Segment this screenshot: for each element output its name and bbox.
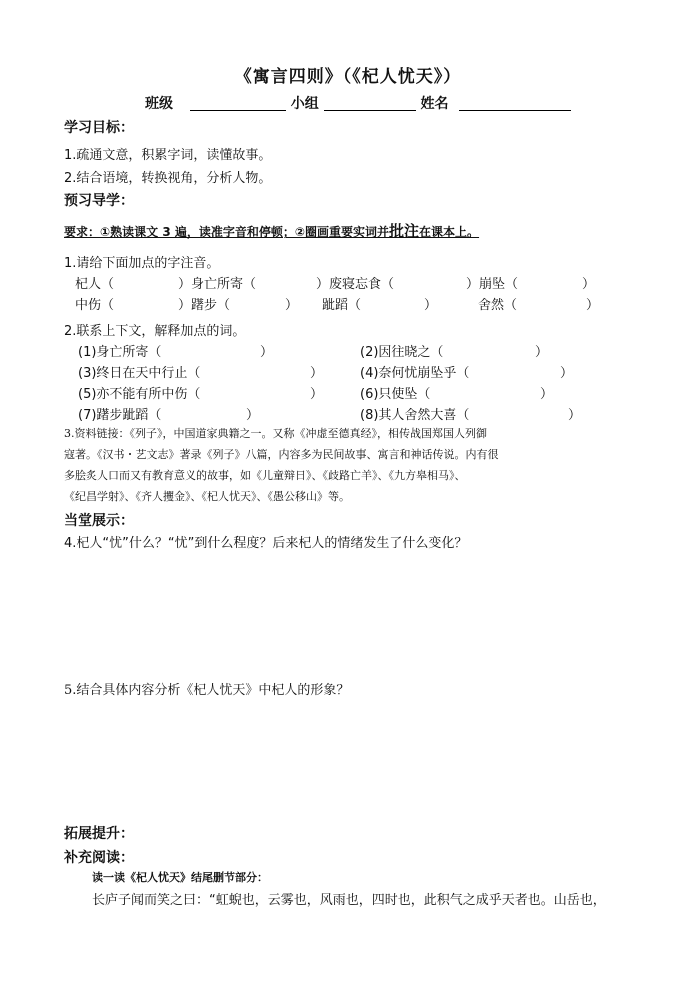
q1-item: 跐蹈（ [322, 298, 362, 313]
q2-item: ） [560, 366, 574, 381]
supplement-intro: 读一读《杞人忧天》结尾删节部分： [92, 871, 268, 884]
requirements-start: 要求：①熟读课文 3 遍，读准字音和停顿；②圈画重要实词并 [64, 225, 390, 239]
q1-item: ）身亡所寄（ [178, 277, 257, 292]
q1-item: 舍然（ [478, 298, 518, 313]
q3-line: 多脍炙人口而又有教育意义的故事，如《儿童辩日》、《歧路亡羊》、《九方皋相马》、 [64, 469, 466, 482]
q1-item: ） [424, 298, 438, 313]
supplement-text: 长庐子闻而笑之曰：“虹蜺也，云雾也，风雨也，四时也，此积气之成乎天者也。山岳也， [92, 893, 606, 908]
student-info-line [145, 93, 571, 113]
q1-item: ） [285, 298, 299, 313]
q1-prompt: 1.请给下面加点的字注音。 [64, 256, 220, 271]
requirements-line [64, 220, 479, 241]
q3-line: 《纪昌学射》、《齐人攫金》、《杞人忧天》、《愚公移山》等。 [64, 490, 350, 503]
class-label: 班级 [145, 96, 173, 112]
q3-line: 寇著。《汉书・艺文志》著录《列子》八篇，内容多为民间故事、寓言和神话传说。内有很 [64, 448, 499, 461]
preview-heading: 预习导学： [64, 193, 134, 209]
q2-item: ） [535, 345, 549, 360]
goal-item: 1.疏通文意，积累字词，读懂故事。 [64, 148, 272, 163]
display-heading: 当堂展示： [64, 513, 134, 529]
supplement-heading: 补充阅读： [64, 850, 134, 866]
q1-item: 杞人（ [75, 277, 115, 292]
q1-item: ） [586, 298, 600, 313]
goal-item: 2.结合语境，转换视角，分析人物。 [64, 171, 272, 186]
name-blank[interactable] [459, 96, 571, 111]
group-blank[interactable] [324, 96, 416, 111]
q2-item: (7)躇步跐蹈（ [78, 408, 162, 423]
class-blank[interactable] [190, 96, 286, 111]
requirements-emphasis: 批注 [389, 222, 420, 240]
q1-item: 中伤（ [75, 298, 115, 313]
goals-heading: 学习目标： [64, 120, 134, 136]
requirements-end: 在课本上。 [419, 225, 480, 239]
name-label: 姓名 [420, 96, 449, 112]
q2-item: ） [568, 408, 582, 423]
q2-item: (2)因往晓之（ [360, 345, 444, 360]
q2-item: (3)终日在天中行止（ [78, 366, 201, 381]
q4-text: 4.杞人“忧”什么？“忧”到什么程度？后来杞人的情绪发生了什么变化？ [64, 536, 468, 551]
q2-item: ） [260, 345, 274, 360]
q2-item: (4)奈何忧崩坠乎（ [360, 366, 470, 381]
q2-item: (6)只使坠（ [360, 387, 431, 402]
q1-item: ）废寝忘食（ [316, 277, 395, 292]
q3-line: 3.资料链接：《列子》，中国道家典籍之一。又称《冲虚至德真经》，相传战国郑国人列御 [64, 427, 487, 440]
q2-item: ） [310, 387, 324, 402]
q2-item: ） [246, 408, 260, 423]
q2-item: (5)亦不能有所中伤（ [78, 387, 201, 402]
q1-item: ）崩坠（ [466, 277, 519, 292]
q2-item: ） [310, 366, 324, 381]
q2-prompt: 2.联系上下文，解释加点的词。 [64, 324, 246, 339]
q2-item: (1)身亡所寄（ [78, 345, 162, 360]
extend-heading: 拓展提升： [64, 826, 134, 842]
q1-item: ）躇步（ [178, 298, 231, 313]
q5-text: 5.结合具体内容分析《杞人忧天》中杞人的形象？ [64, 683, 350, 698]
group-label: 小组 [290, 96, 319, 112]
page-title: 《寓言四则》（《杞人忧天》） [234, 67, 462, 87]
q2-item: (8)其人舍然大喜（ [360, 408, 470, 423]
q2-item: ） [540, 387, 554, 402]
q1-item: ） [582, 277, 596, 292]
